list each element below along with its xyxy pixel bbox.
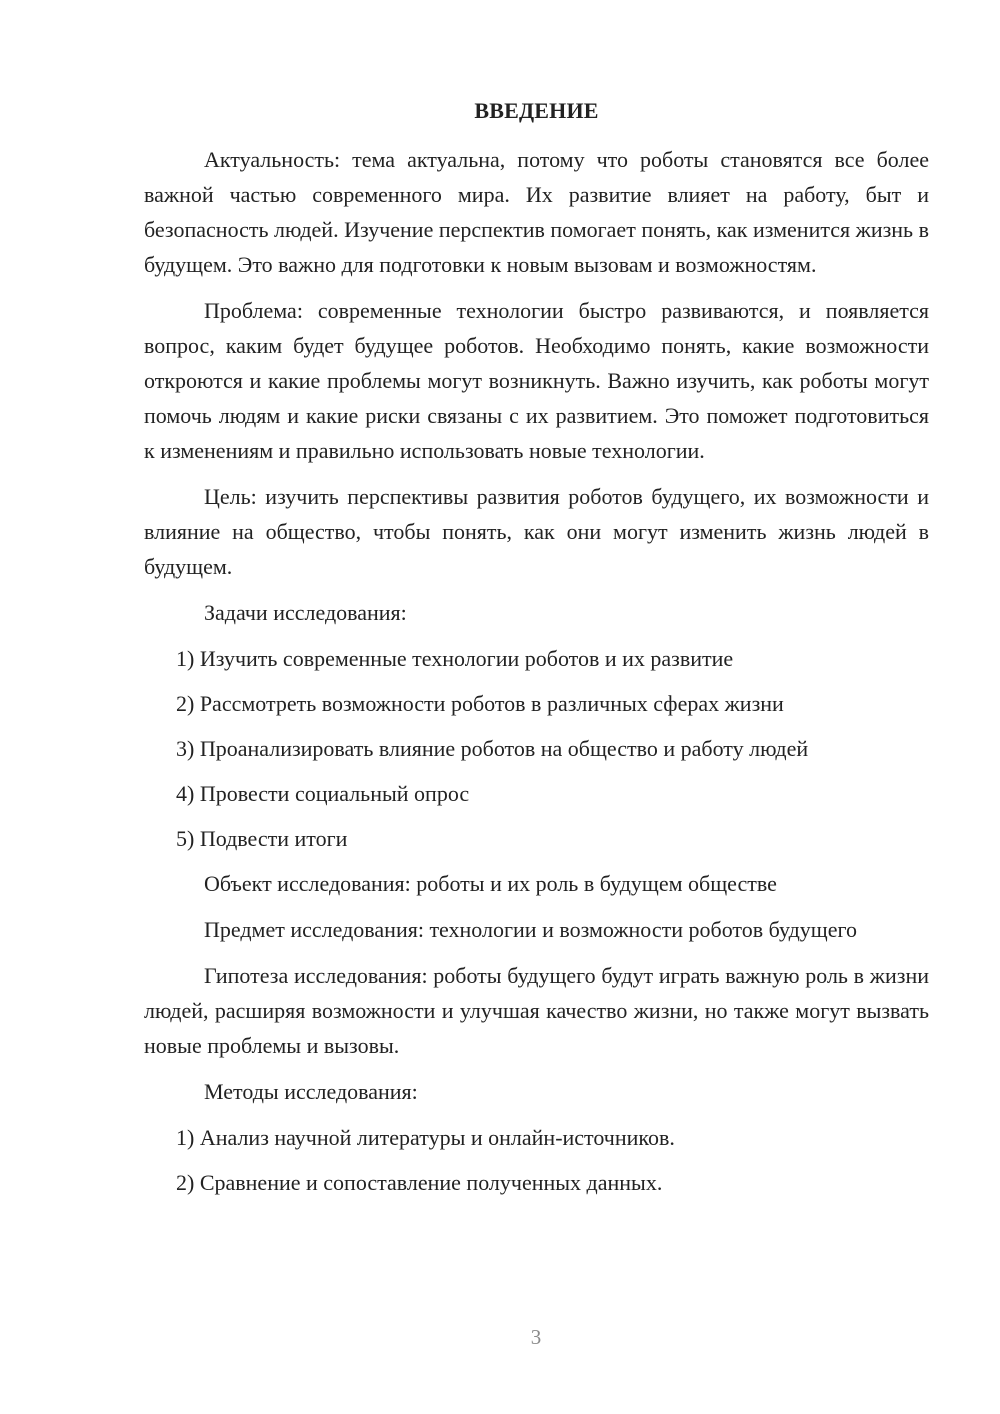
task-item: 4) Провести социальный опрос — [176, 781, 470, 806]
task-item: 1) Изучить современные технологии роботов и их развитие — [176, 646, 734, 671]
hypothesis-paragraph: Гипотеза исследования: роботы будущего будут играть важную роль в жизни людей, расширяя возможности и улучшая качество жизни, но также могут вызвать новые проблемы и вызовы. — [144, 963, 929, 1058]
task-item: 3) Проанализировать влияние роботов на общество и работу людей — [176, 736, 809, 761]
page-number: 3 — [530, 1325, 542, 1349]
methods-list — [144, 1120, 929, 1200]
relevance-paragraph: Актуальность: тема актуальна, потому что роботы становятся все более важной частью современного мира. Их развитие влияет на работу, быт и безопасность людей. Изучение перспектив помогает понять, как изменится жизнь в будущем. Это важно для подготовки к новым вызовам и возможностям. — [144, 147, 929, 277]
method-item: 1) Анализ научной литературы и онлайн-источников. — [176, 1125, 675, 1150]
subject-paragraph: Предмет исследования: технологии и возможности роботов будущего — [204, 917, 857, 942]
task-item: 5) Подвести итоги — [176, 826, 348, 851]
tasks-heading: Задачи исследования: — [204, 600, 407, 625]
method-item: 2) Сравнение и сопоставление полученных данных. — [176, 1170, 663, 1195]
task-item: 2) Рассмотреть возможности роботов в различных сферах жизни — [176, 691, 784, 716]
problem-paragraph: Проблема: современные технологии быстро развиваются, и появляется вопрос, каким будет будущее роботов. Необходимо понять, какие возможности откроются и какие проблемы могут возникнуть. Важно изучить, как роботы могут помочь людям и какие риски связаны с их развитием. Это поможет подготовиться к изменениям и правильно использовать новые технологии. — [144, 298, 929, 463]
tasks-list — [144, 641, 929, 856]
object-paragraph: Объект исследования: роботы и их роль в будущем обществе — [204, 871, 777, 896]
document-body — [144, 142, 929, 1210]
section-title: ВВЕДЕНИЕ — [474, 98, 599, 123]
methods-heading: Методы исследования: — [204, 1079, 418, 1104]
goal-paragraph: Цель: изучить перспективы развития роботов будущего, их возможности и влияние на общество, чтобы понять, как они могут изменить жизнь людей в будущем. — [144, 484, 929, 579]
